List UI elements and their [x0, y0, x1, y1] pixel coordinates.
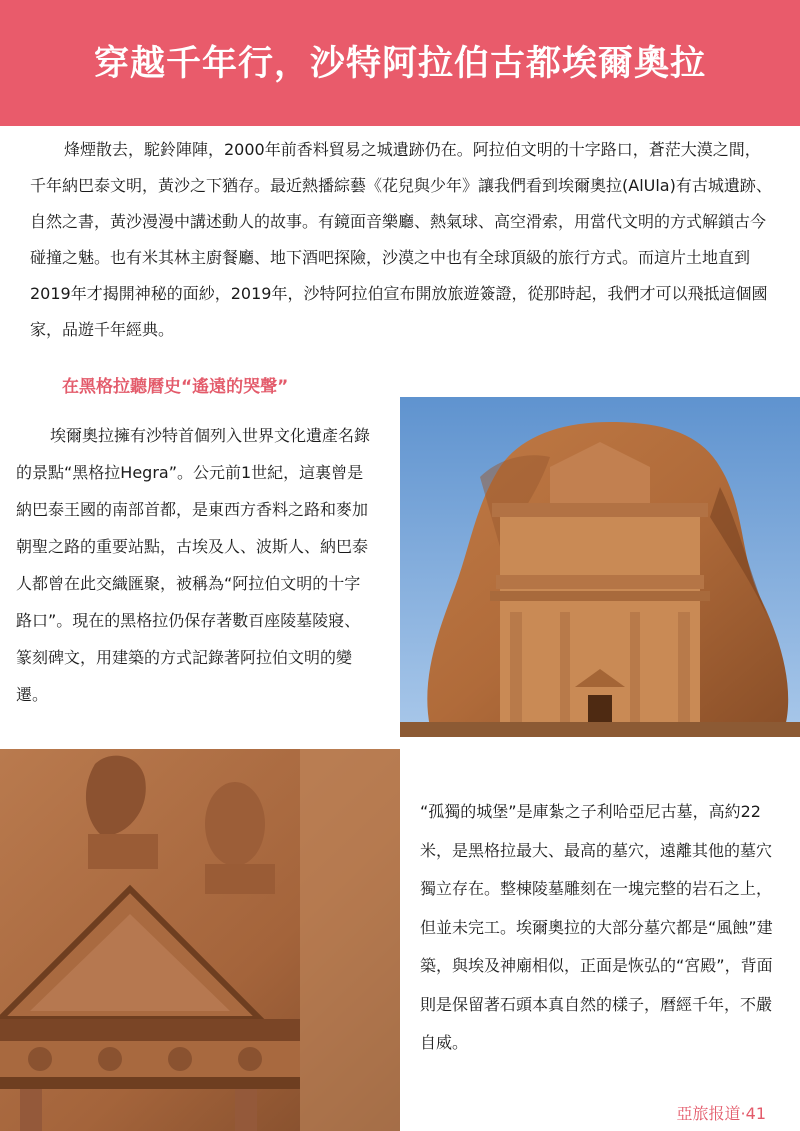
- tomb-facade-photo: [0, 749, 400, 1131]
- page-footer: 亞旅报道·41: [676, 1104, 766, 1123]
- lonely-castle-photo: [400, 397, 800, 737]
- section-heading: 在黑格拉聽曆史“遙遠的哭聲”: [62, 377, 289, 397]
- hegra-paragraph: 埃爾奧拉擁有沙特首個列入世界文化遺產名錄的景點“黑格拉Hegra”。公元前1世紀，這裏曾是納巴泰王國的南部首都，是東西方香料之路和麥加朝聖之路的重要站點，古埃及人、波斯人、納巴泰人都曾在此交織匯聚，被稱為“阿拉伯文明的十字路口”。現在的黑格拉仍保存著數百座陵墓陵寢、篆刻碑文，用建築的方式記錄著阿拉伯文明的變遷。: [16, 426, 371, 704]
- title-banner: [0, 0, 800, 126]
- castle-paragraph: “孤獨的城堡”是庫紮之子利哈亞尼古墓，高約22米，是黑格拉最大、最高的墓穴，遠離其他的墓穴獨立存在。整棟陵墓雕刻在一塊完整的岩石之上，但並未完工。埃爾奧拉的大部分墓穴都是“風蝕”建築，與埃及神廟相似，正面是恢弘的“宮殿”，背面則是保留著石頭本真自然的樣子，曆經千年，不嚴自威。: [420, 802, 773, 1052]
- intro-paragraph: 烽煙散去，駝鈴陣陣，2000年前香料貿易之城遺跡仍在。阿拉伯文明的十字路口，蒼茫大漠之間，千年納巴泰文明，黃沙之下猶存。最近熱播綜藝《花兒與少年》讓我們看到埃爾奧拉(AlUla)有古城遺跡、自然之書，黃沙漫漫中講述動人的故事。有鏡面音樂廳、熱氣球、高空滑索，用當代文明的方式解鎖古今碰撞之魅。也有米其林主廚餐廳、地下酒吧探險，沙漠之中也有全球頂級的旅行方式。而這片土地直到2019年才揭開神秘的面紗，2019年，沙特阿拉伯宣布開放旅遊簽證，從那時起，我們才可以飛抵這個國家，品遊千年經典。: [30, 140, 772, 339]
- page-title: 穿越千年行，沙特阿拉伯古都埃爾奧拉: [93, 44, 706, 84]
